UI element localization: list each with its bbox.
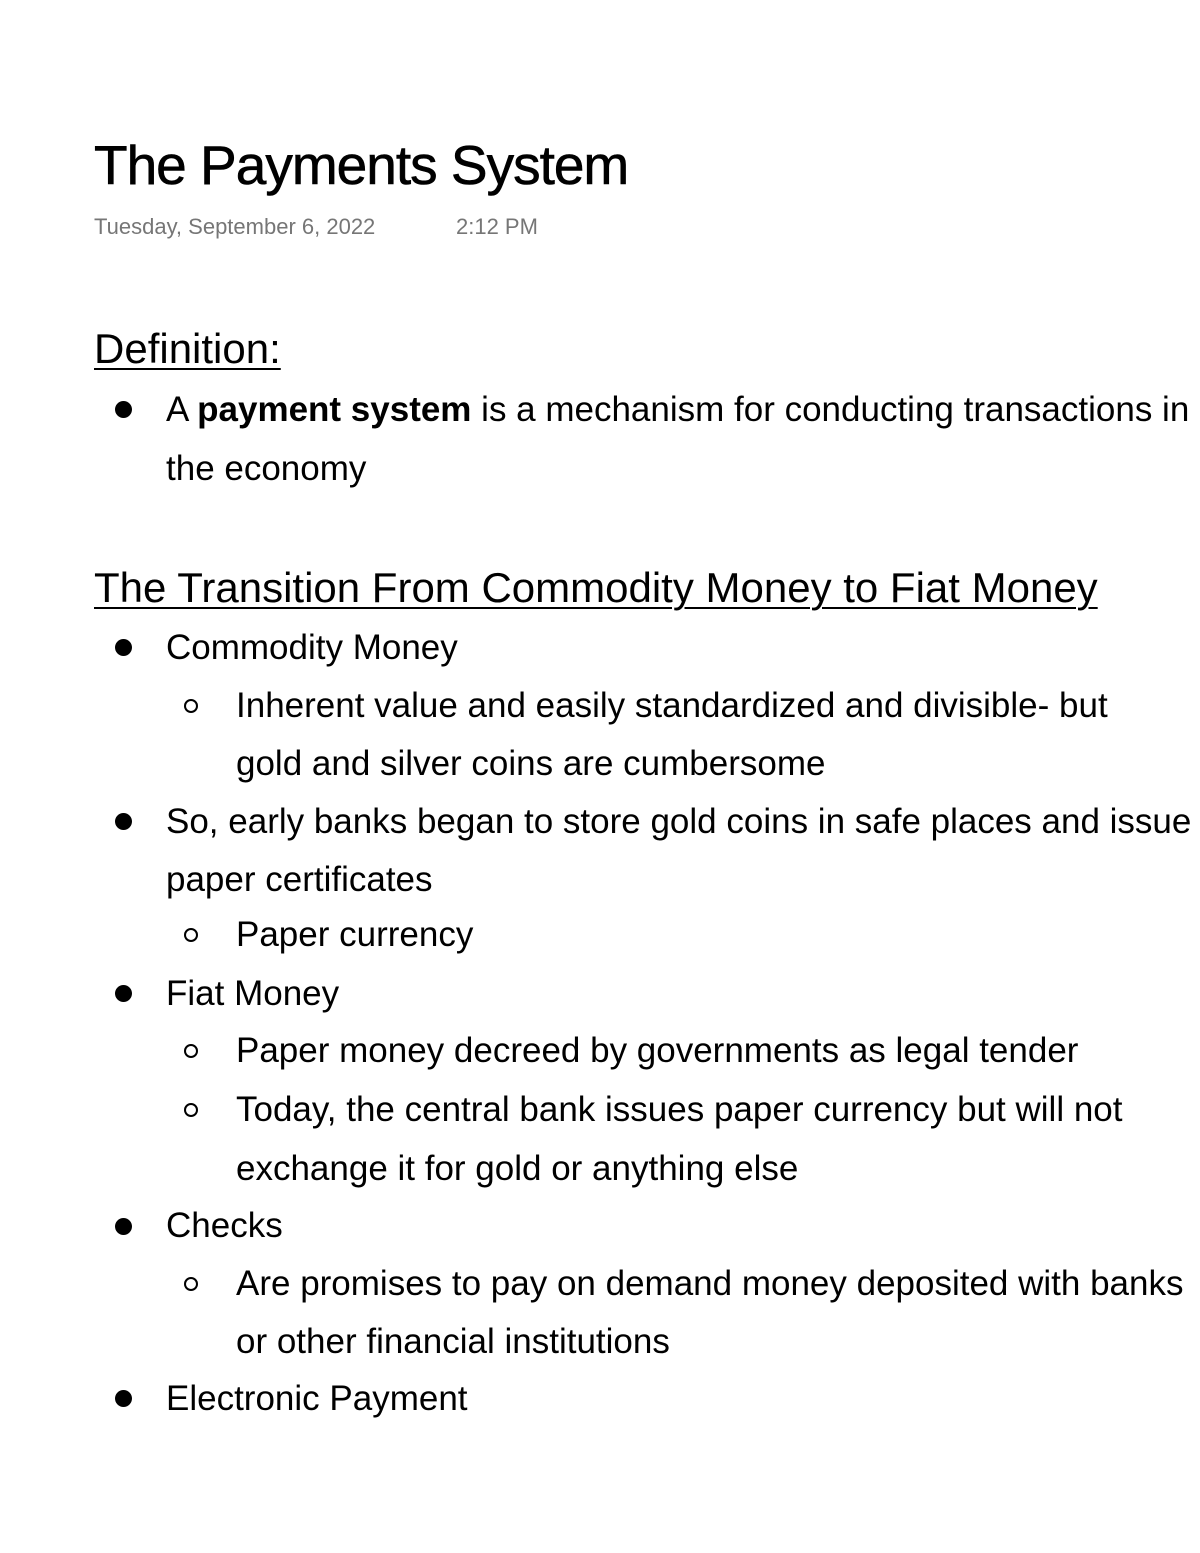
list-item-fiat-detail1: Paper money decreed by governments as legal tender <box>236 1031 1079 1070</box>
list-item-fiat-detail2-line1: Today, the central bank issues paper currency but will not <box>236 1090 1123 1129</box>
bullet-icon <box>115 639 132 656</box>
definition-term: payment system <box>197 390 472 429</box>
circle-bullet-icon <box>184 1103 198 1117</box>
list-item-checks-detail-line2: or other financial institutions <box>236 1322 670 1361</box>
definition-item-line2: the economy <box>166 449 367 488</box>
transition-heading: The Transition From Commodity Money to Fiat Money <box>94 564 1098 611</box>
page-title: The Payments System <box>94 134 629 196</box>
circle-bullet-icon <box>184 1044 198 1058</box>
list-item-fiat-detail2-line2: exchange it for gold or anything else <box>236 1149 799 1188</box>
bullet-icon <box>115 1218 132 1235</box>
list-item-checks: Checks <box>166 1206 283 1245</box>
definition-heading: Definition: <box>94 325 281 372</box>
list-item-fiat: Fiat Money <box>166 974 340 1013</box>
circle-bullet-icon <box>184 928 198 942</box>
list-item-banks-line2: paper certificates <box>166 860 433 899</box>
list-item-commodity-detail-line2: gold and silver coins are cumbersome <box>236 744 826 783</box>
list-item-electronic: Electronic Payment <box>166 1379 468 1418</box>
circle-bullet-icon <box>184 1277 198 1291</box>
bullet-icon <box>115 1390 132 1407</box>
list-item-checks-detail-line1: Are promises to pay on demand money deposited with banks <box>236 1264 1184 1303</box>
list-item-banks-line1: So, early banks began to store gold coins in safe places and issue <box>166 802 1192 841</box>
definition-rest: is a mechanism for conducting transactions in <box>471 390 1190 429</box>
bullet-icon <box>115 813 132 830</box>
list-item-commodity-detail-line1: Inherent value and easily standardized and divisible- but <box>236 686 1108 725</box>
definition-prefix: A <box>166 390 198 429</box>
list-item-paper-currency: Paper currency <box>236 915 474 954</box>
list-item-commodity: Commodity Money <box>166 628 458 667</box>
note-date: Tuesday, September 6, 2022 <box>94 214 376 239</box>
bullet-icon <box>115 985 132 1002</box>
note-time: 2:12 PM <box>456 214 538 239</box>
circle-bullet-icon <box>184 699 198 713</box>
definition-item-line1 <box>166 381 1189 439</box>
bullet-icon <box>115 401 132 418</box>
